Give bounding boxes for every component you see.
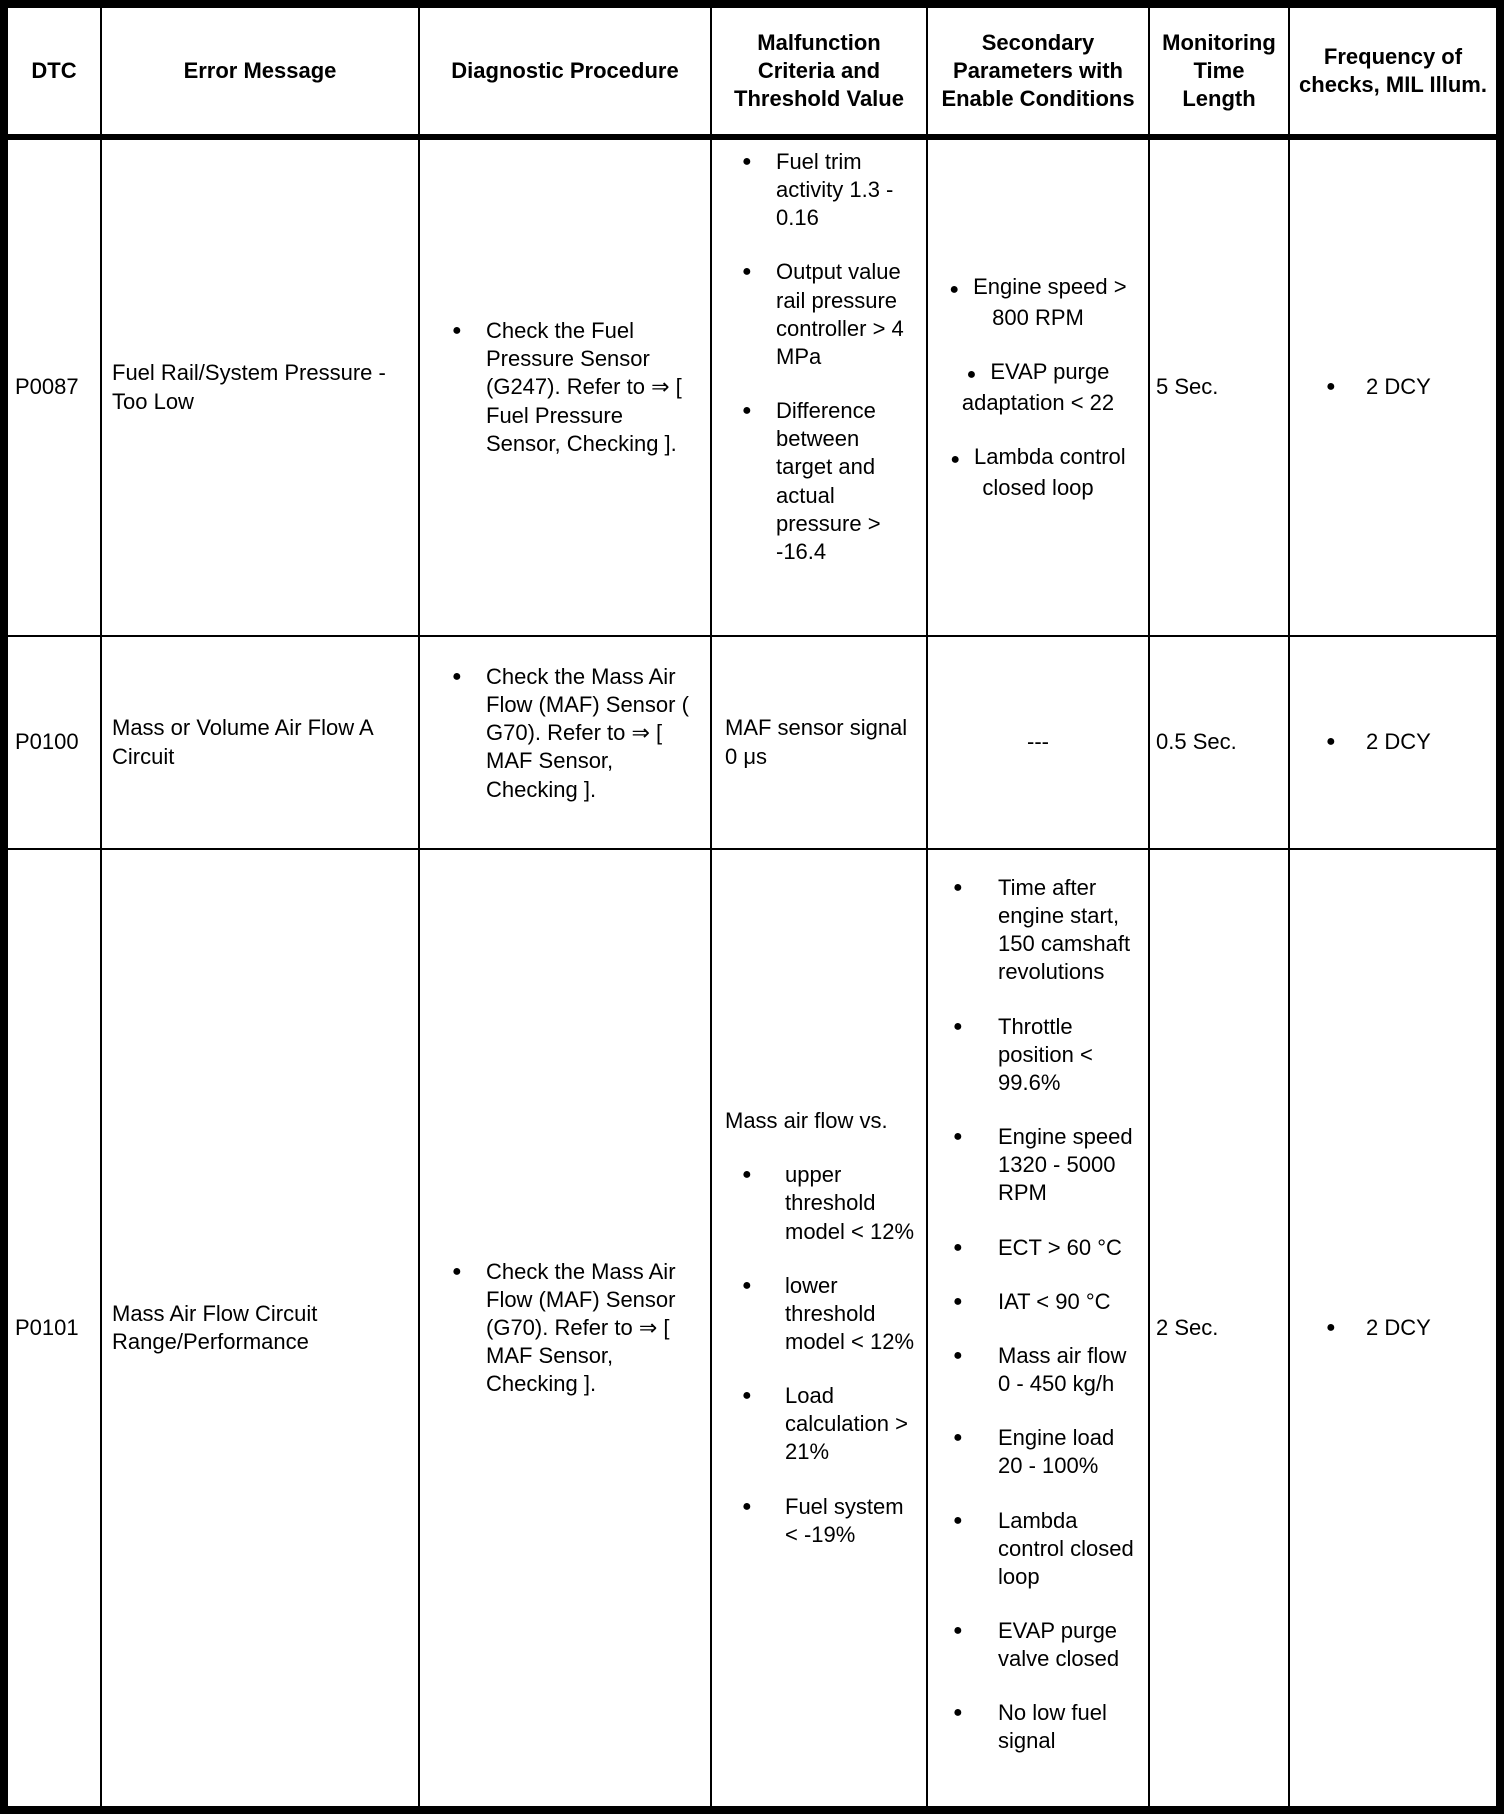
bullet-icon [949,281,959,298]
bullet-icon [953,1342,998,1370]
bullet-icon [742,1272,785,1300]
parameter-text: Mass air flow 0 - 450 kg/h [998,1342,1127,1397]
parameter-text: ECT > 60 °C [998,1234,1122,1260]
list-item [1326,728,1496,756]
list-item [742,1493,920,1549]
bullet-icon [452,317,486,345]
row-p0087-dtc-code: P0087 [8,140,100,635]
parameter-text: EVAP purge valve closed [998,1617,1120,1672]
list-item [953,874,1144,987]
bullet-icon [452,1258,486,1286]
parameter-text: Engine load 20 - 100% [998,1425,1115,1479]
frequency-text: 2 DCY [1366,729,1431,755]
bullet-icon [1326,1314,1366,1342]
row-p0101-secondary-parameters [928,850,1148,1806]
bullet-icon [967,366,977,383]
header-secondary-parameters: Secondary Parameters with Enable Conditions [928,8,1148,138]
row-p0100-secondary-parameters: --- [928,637,1148,848]
list-item [1326,1314,1496,1342]
row-p0100-frequency [1290,637,1496,848]
list-item [452,317,698,458]
bullet-icon [742,1382,785,1410]
header-frequency: Frequency of checks, MIL Illum. [1290,8,1496,138]
bullet-icon [953,1013,998,1041]
parameter-text: No low fuel signal [998,1700,1107,1754]
list-item [742,1161,920,1245]
row-p0100-diagnostic-procedure [420,637,710,848]
bullet-icon [953,1699,998,1727]
bullet-icon [953,1507,998,1535]
bullet-icon [953,1617,998,1645]
row-p0087-malfunction-criteria [712,140,926,635]
header-diagnostic-procedure: Diagnostic Procedure [420,8,710,138]
row-p0101-monitoring-time: 2 Sec. [1150,850,1288,1806]
row-p0101-dtc-code: P0101 [8,850,100,1806]
list-item [953,1234,1144,1262]
list-item [953,1617,1144,1673]
diagnostic-text: Check the Mass Air Flow (MAF) Sensor ( G70). Refer to ⇒ [ MAF Sensor, Checking ]. [486,664,689,802]
row-p0100-malfunction-criteria: MAF sensor signal 0 μs [712,637,926,848]
list-item [953,1342,1144,1398]
bullet-icon [1326,373,1366,401]
bullet-icon [742,397,776,425]
parameter-text: EVAP purge adaptation < 22 [961,358,1115,415]
criterion-text: Difference between target and actual pressure > -16.4 [776,398,881,564]
parameter-text: Lambda control closed loop [974,444,1126,501]
diagnostic-text: Check the Fuel Pressure Sensor (G247). Refer to ⇒ [ Fuel Pressure Sensor, Checking ]. [486,318,682,456]
row-p0101-diagnostic-procedure [420,850,710,1806]
bullet-icon [953,1123,998,1151]
row-p0087-monitoring-time: 5 Sec. [1150,140,1288,635]
frequency-text: 2 DCY [1366,374,1431,400]
criterion-text: Load calculation > 21% [785,1383,908,1465]
parameter-text: Engine speed 1320 - 5000 RPM [998,1124,1133,1206]
row-p0100-error-message: Mass or Volume Air Flow A Circuit [102,637,418,848]
criterion-text: Fuel system < -19% [785,1493,904,1547]
bullet-icon [742,1493,785,1521]
row-p0087-diagnostic-procedure [420,140,710,635]
list-item [942,358,1134,417]
row-p0087-error-message: Fuel Rail/System Pressure - Too Low [102,140,418,635]
header-monitoring-time: Monitoring Time Length [1150,8,1288,138]
criterion-text: lower threshold model < 12% [785,1272,915,1354]
bullet-icon [742,148,776,176]
list-item [452,663,698,804]
row-p0087-frequency [1290,140,1496,635]
header-error-message: Error Message [102,8,418,138]
diagnostic-text: Check the Mass Air Flow (MAF) Sensor (G70). Refer to ⇒ [ MAF Sensor, Checking ]. [486,1258,676,1397]
malfunction-intro: Mass air flow vs. [725,1108,888,1134]
row-p0100-dtc-code: P0100 [8,637,100,848]
list-item [953,1288,1144,1316]
bullet-icon [953,1424,998,1452]
list-item [742,258,918,371]
list-item [742,1382,920,1466]
criterion-text: upper threshold model < 12% [785,1162,915,1244]
bullet-icon [1326,728,1366,756]
header-malfunction-criteria: Malfunction Criteria and Threshold Value [712,8,926,138]
list-item [953,1123,1144,1207]
bullet-icon [950,451,960,468]
criterion-text: Fuel trim activity 1.3 - 0.16 [776,149,894,231]
list-item [953,1699,1144,1755]
bullet-icon [953,874,998,902]
bullet-icon [953,1234,998,1262]
list-item [942,443,1134,502]
header-dtc: DTC [8,8,100,138]
bullet-icon [953,1288,998,1316]
list-item [742,148,918,232]
row-p0101-frequency [1290,850,1496,1806]
list-item [452,1258,698,1399]
list-item [742,397,918,566]
list-item [953,1013,1144,1097]
frequency-text: 2 DCY [1366,1314,1431,1340]
parameter-text: IAT < 90 °C [998,1288,1111,1314]
bullet-icon [452,663,486,691]
list-item [953,1424,1144,1480]
list-item [1326,373,1496,401]
criterion-text: Output value rail pressure controller > 4 MPa [776,259,904,369]
row-p0101-malfunction-criteria [712,850,926,1806]
row-p0087-secondary-parameters [928,140,1148,635]
list-item [942,273,1134,332]
bullet-icon [742,258,776,286]
parameter-text: Throttle position < 99.6% [998,1013,1093,1095]
row-p0100-monitoring-time: 0.5 Sec. [1150,637,1288,848]
list-item [742,1272,920,1356]
bullet-icon [742,1161,785,1189]
row-p0101-error-message: Mass Air Flow Circuit Range/Performance [102,850,418,1806]
parameter-text: Engine speed > 800 RPM [973,273,1127,330]
list-item [953,1507,1144,1591]
parameter-text: Lambda control closed loop [998,1507,1134,1589]
parameter-text: Time after engine start, 150 camshaft revolutions [998,875,1131,985]
